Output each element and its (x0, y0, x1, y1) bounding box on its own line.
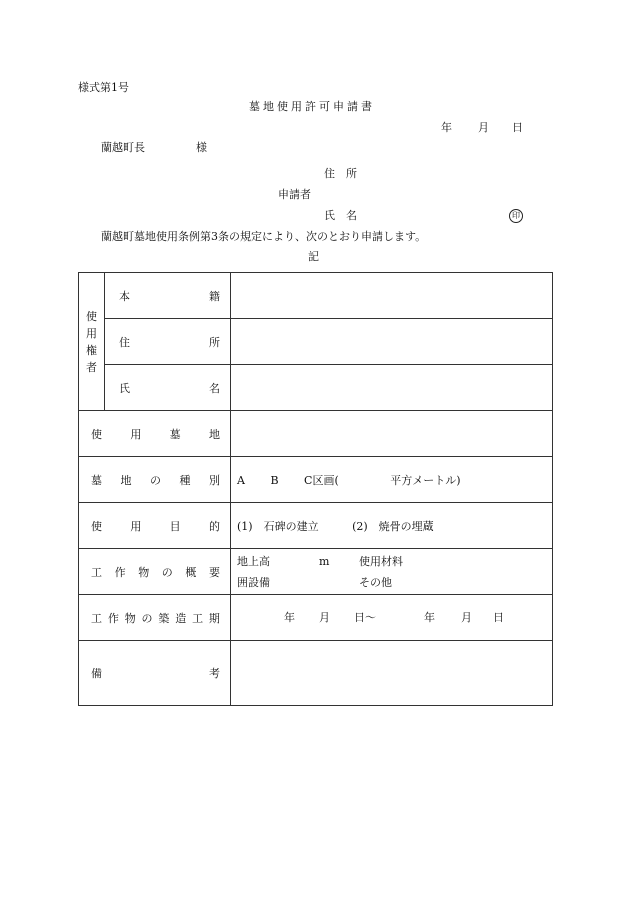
user-rights-holder-header: 使 用 権 者 (79, 273, 105, 411)
date-day-label: 日 (512, 121, 523, 134)
table-row-mokuteki (79, 503, 553, 549)
field-koki[interactable] (231, 595, 553, 641)
start-year-label: 年 (284, 610, 295, 624)
start-month-label: 月 (319, 610, 330, 624)
field-shubetsu[interactable] (231, 457, 553, 503)
end-year-label: 年 (424, 610, 435, 624)
label-honseki-char1: 本 (119, 289, 130, 303)
seal-mark (509, 208, 523, 223)
table-row-koki (79, 595, 553, 641)
field-honseki[interactable] (231, 273, 553, 319)
form-number: 様式第1号 (78, 81, 129, 94)
table-row-jusho (79, 319, 553, 365)
label-shubetsu: 墓 地 の 種 別 (79, 457, 231, 503)
height-unit: m (319, 554, 330, 568)
applicant-label: 申請者 (278, 188, 311, 201)
material-label: 使用材料 (359, 554, 403, 568)
date-month-label: 月 (478, 121, 489, 134)
label-jusho: 住 所 (105, 319, 231, 365)
application-statement: 蘭越町墓地使用条例第3条の規定により、次のとおり申請します。 (101, 230, 427, 243)
label-honseki-text (119, 288, 220, 304)
end-day-label: 日 (493, 610, 504, 624)
option-c[interactable]: C区画( (304, 473, 339, 487)
table-row-shubetsu (79, 457, 553, 503)
field-bochi[interactable] (231, 411, 553, 457)
seal-stamp-icon: 印 (509, 209, 523, 223)
label-bochi: 使 用 墓 地 (79, 411, 231, 457)
applicant-address-label: 住 所 (324, 167, 357, 180)
height-label: 地上高 (237, 554, 270, 568)
note-heading: 記 (308, 250, 319, 263)
addressee-name: 蘭越町長 (101, 141, 145, 154)
addressee-honorific: 様 (196, 141, 207, 154)
label-mokuteki: 使 用 目 的 (79, 503, 231, 549)
field-gaiyo[interactable] (231, 549, 553, 595)
field-shimei[interactable] (231, 365, 553, 411)
date-year-label: 年 (441, 121, 452, 134)
applicant-name-label: 氏 名 (324, 209, 357, 222)
other-label: その他 (359, 575, 392, 589)
table-row-gaiyo (79, 549, 553, 595)
table-row-honseki (79, 273, 553, 319)
purpose-option-1[interactable]: (1) 石碑の建立 (237, 519, 319, 533)
table-row-shimei (79, 365, 553, 411)
end-month-label: 月 (461, 610, 472, 624)
option-b[interactable]: B (270, 473, 279, 487)
field-jusho[interactable] (231, 319, 553, 365)
application-form-table (78, 272, 553, 706)
label-gaiyo: 工 作 物 の 概 要 (79, 549, 231, 595)
form-title: 墓地使用許可申請書 (249, 100, 375, 113)
label-honseki (105, 273, 231, 319)
area-unit: 平方メートル) (390, 473, 461, 487)
label-shimei: 氏 名 (105, 365, 231, 411)
purpose-option-2[interactable]: (2) 焼骨の埋蔵 (352, 519, 434, 533)
label-koki: 工 作 物 の 築 造 工 期 (79, 595, 231, 641)
label-biko: 備 考 (79, 641, 231, 706)
field-biko[interactable] (231, 641, 553, 706)
table-row-bochi (79, 411, 553, 457)
option-a[interactable]: A (237, 473, 245, 487)
table-row-biko (79, 641, 553, 706)
label-honseki-char2: 籍 (209, 289, 220, 303)
field-mokuteki[interactable] (231, 503, 553, 549)
fence-label: 囲設備 (237, 575, 270, 589)
start-day-label: 日～ (354, 610, 376, 624)
